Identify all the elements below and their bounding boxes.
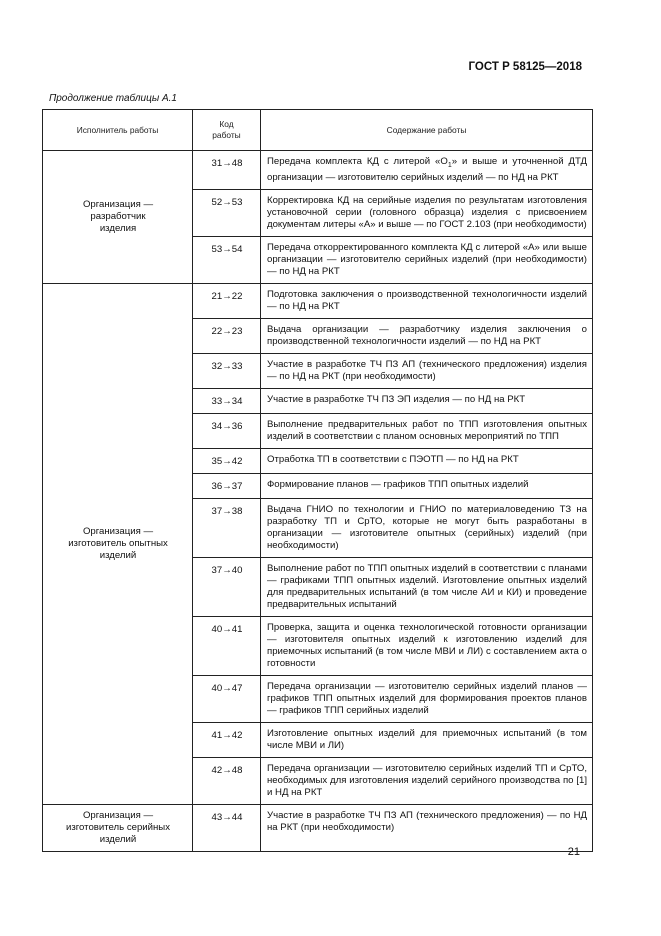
work-content-cell: Передача откорректированного комплекта КД с литерой «А» или выше организации — изготовителю серийных изделий (при необходимости) — по НД на РКТ bbox=[261, 236, 593, 283]
work-code-cell: 21→22 bbox=[193, 283, 261, 318]
work-code-cell: 43→44 bbox=[193, 804, 261, 851]
executor-cell: Организация — разработчик изделия bbox=[43, 151, 193, 284]
executor-cell: Организация — изготовитель серийных изделий bbox=[43, 804, 193, 851]
page-number: 21 bbox=[567, 846, 580, 858]
work-code-cell: 33→34 bbox=[193, 388, 261, 413]
work-content-cell: Корректировка КД на серийные изделия по результатам изготовления установочной серии (головного образца) изделия с присвоением документам литеры «А» и выше — по ГОСТ 2.103 (при необходимости) bbox=[261, 189, 593, 236]
work-table bbox=[42, 109, 593, 852]
work-content-cell: Передача организации — изготовителю серийных изделий планов — графиков ТПП опытных изделий для формирования проектов планов — графиков ТПП серийных изделий bbox=[261, 675, 593, 722]
work-code-cell: 42→48 bbox=[193, 757, 261, 804]
table-row bbox=[43, 283, 593, 318]
work-code-cell: 35→42 bbox=[193, 448, 261, 473]
work-code-cell: 53→54 bbox=[193, 236, 261, 283]
work-content-cell: Выполнение предварительных работ по ТПП изготовления опытных изделий в соответствии с планом основных мероприятий по ТПП bbox=[261, 413, 593, 448]
work-content-cell: Участие в разработке ТЧ ПЗ АП (технического предложения) изделия — по НД на РКТ (при необходимости) bbox=[261, 353, 593, 388]
work-content-cell: Формирование планов — графиков ТПП опытных изделий bbox=[261, 473, 593, 498]
table-caption: Продолжение таблицы А.1 bbox=[49, 93, 177, 104]
table-header-row bbox=[43, 110, 593, 151]
work-code-cell: 32→33 bbox=[193, 353, 261, 388]
work-content-cell: Выдача организации — разработчику изделия заключения о производственной технологичности изделий — по НД на РКТ bbox=[261, 318, 593, 353]
work-code-cell: 36→37 bbox=[193, 473, 261, 498]
work-content-cell: Изготовление опытных изделий для приемочных испытаний (в том числе МВИ и ЛИ) bbox=[261, 722, 593, 757]
work-content-cell: Выдача ГНИО по технологии и ГНИО по материаловедению ТЗ на разработку ТП и СрТО, которые не могут быть разработаны в организации — изготовителе опытных (серийных) изделий (при необходимости) bbox=[261, 498, 593, 557]
work-code-cell: 31→48 bbox=[193, 151, 261, 190]
table-row bbox=[43, 804, 593, 851]
executor-cell: Организация — изготовитель опытных изделий bbox=[43, 283, 193, 804]
work-content-cell: Проверка, защита и оценка технологической готовности организации — изготовителя опытных изделий к изготовлению изделий для приемочных испытаний (в том числе МВИ и ЛИ) с составлением акта о готовности bbox=[261, 616, 593, 675]
work-content-cell: Участие в разработке ТЧ ПЗ ЭП изделия — по НД на РКТ bbox=[261, 388, 593, 413]
work-code-cell: 40→41 bbox=[193, 616, 261, 675]
work-content-cell: Отработка ТП в соответствии с ПЭОТП — по НД на РКТ bbox=[261, 448, 593, 473]
work-content-cell: Передача организации — изготовителю серийных изделий ТП и СрТО, необходимых для изготовления изделий серийного производства по [1] и НД на РКТ bbox=[261, 757, 593, 804]
work-content-cell: Передача комплекта КД с литерой «$О_1$» и выше и уточненной ДТД организации — изготовителю серийных изделий — по НД на РКТ bbox=[261, 151, 593, 190]
work-code-cell: 37→40 bbox=[193, 557, 261, 616]
work-code-cell: 52→53 bbox=[193, 189, 261, 236]
header-content: Содержание работы bbox=[261, 110, 593, 151]
work-code-cell: 37→38 bbox=[193, 498, 261, 557]
work-code-cell: 22→23 bbox=[193, 318, 261, 353]
work-content-cell: Участие в разработке ТЧ ПЗ АП (технического предложения) — по НД на РКТ (при необходимости) bbox=[261, 804, 593, 851]
table-row bbox=[43, 151, 593, 190]
standard-number: ГОСТ Р 58125—2018 bbox=[468, 61, 582, 73]
work-content-cell: Выполнение работ по ТПП опытных изделий в соответствии с планами — графиками ТПП опытных изделий. Изготовление опытных изделий для предварительных испытаний (в том числе АИ и КИ) и проведение предварительных испытаний bbox=[261, 557, 593, 616]
work-content-cell: Подготовка заключения о производственной технологичности изделий — по НД на РКТ bbox=[261, 283, 593, 318]
header-executor: Исполнитель работы bbox=[43, 110, 193, 151]
work-code-cell: 34→36 bbox=[193, 413, 261, 448]
work-code-cell: 40→47 bbox=[193, 675, 261, 722]
header-code: Код работы bbox=[193, 110, 261, 151]
work-code-cell: 41→42 bbox=[193, 722, 261, 757]
